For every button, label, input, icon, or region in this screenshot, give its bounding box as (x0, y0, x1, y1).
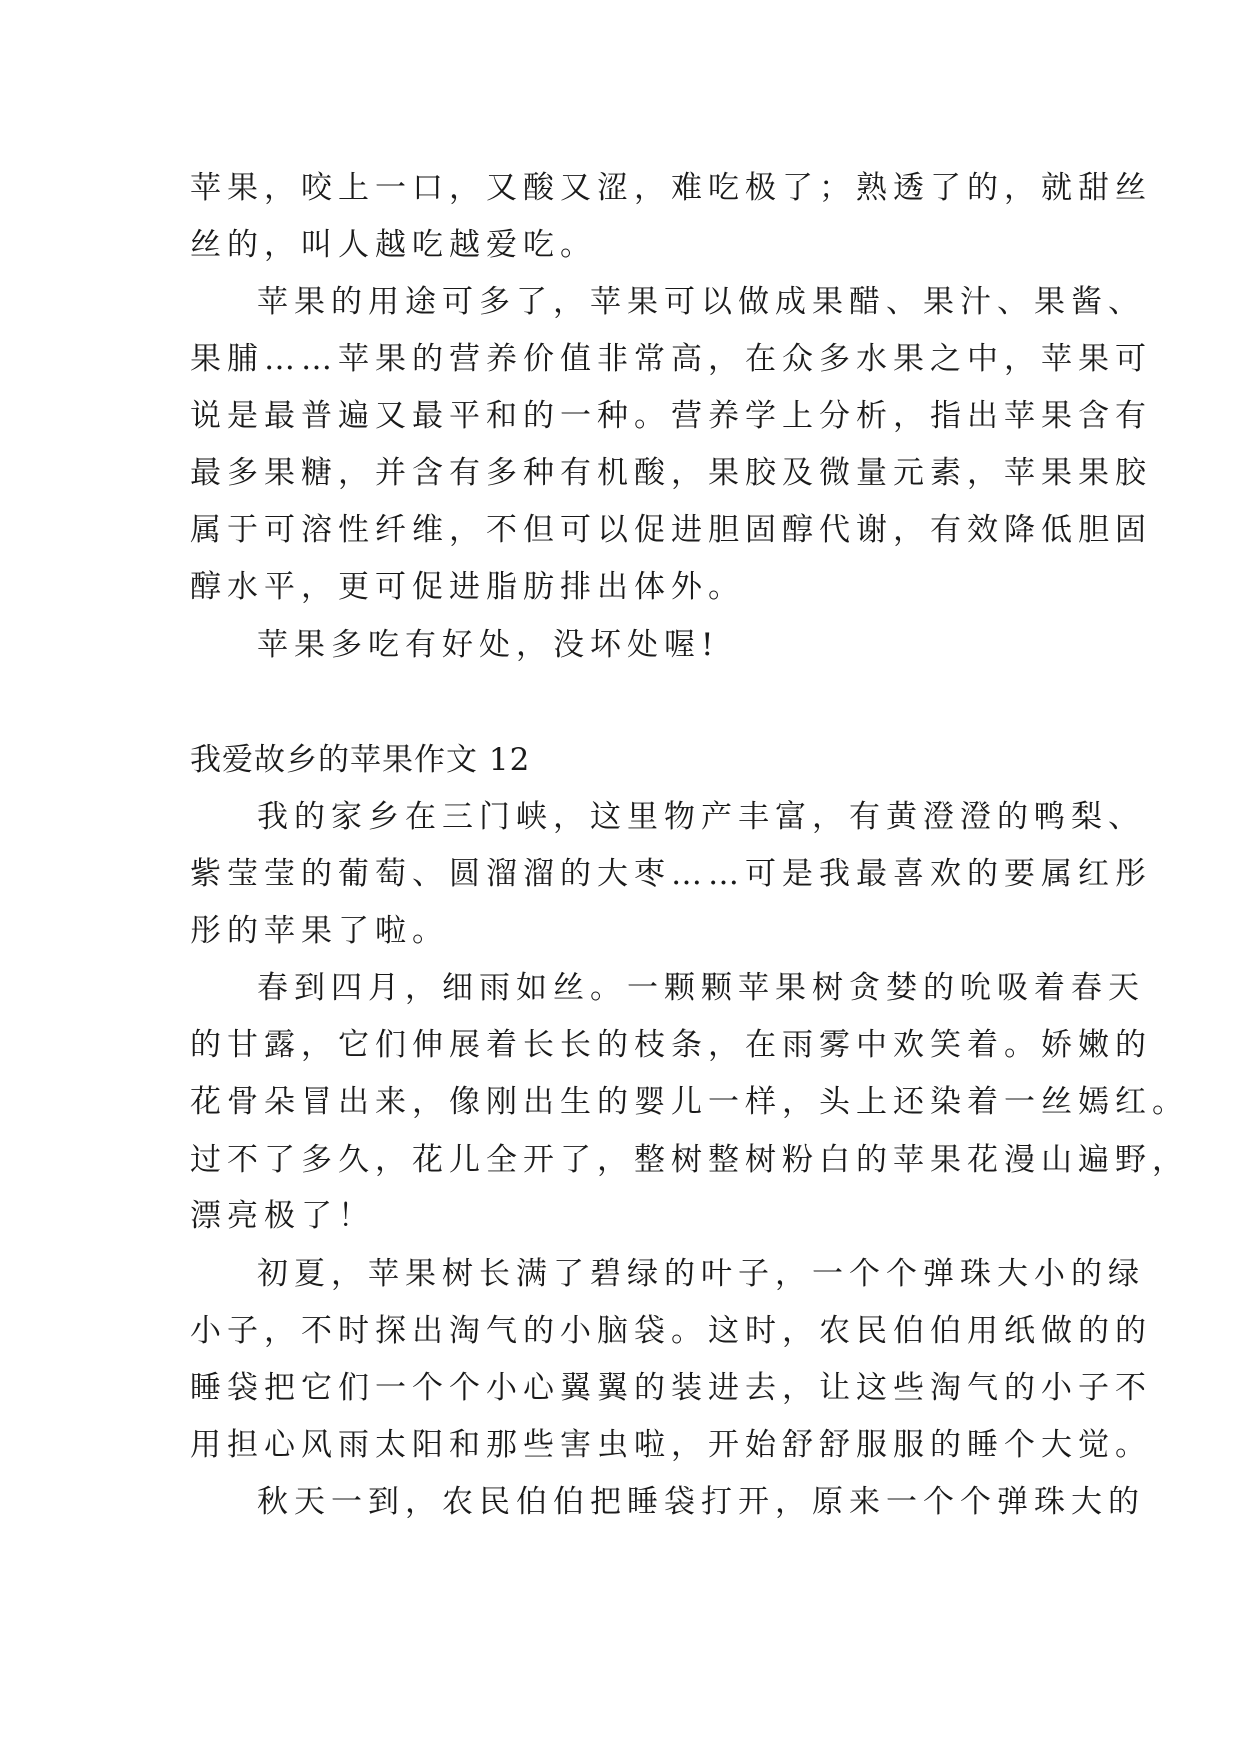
text-line: 苹果，咬上一口，又酸又涩，难吃极了；熟透了的，就甜丝 (190, 170, 1152, 206)
text-line: 漂亮极了！ (190, 1198, 375, 1234)
text-line: 的甘露，它们伸展着长长的枝条，在雨雾中欢笑着。娇嫩的 (190, 1027, 1152, 1063)
paragraph-start: 初夏，苹果树长满了碧绿的叶子，一个个弹珠大小的绿 (257, 1256, 1145, 1292)
text-line: 丝的，叫人越吃越爱吃。 (190, 227, 597, 263)
text-line: 小子，不时探出淘气的小脑袋。这时，农民伯伯用纸做的的 (190, 1313, 1152, 1349)
text-line: 最多果糖，并含有多种有机酸，果胶及微量元素，苹果果胶 (190, 455, 1152, 491)
text-line: 醇水平，更可促进脂肪排出体外。 (190, 569, 745, 605)
section-title: 我爱故乡的苹果作文 12 (190, 742, 531, 778)
text-line: 睡袋把它们一个个小心翼翼的装进去，让这些淘气的小子不 (190, 1370, 1152, 1406)
paragraph-start: 秋天一到，农民伯伯把睡袋打开，原来一个个弹珠大的 (257, 1484, 1145, 1520)
text-line: 用担心风雨太阳和那些害虫啦，开始舒舒服服的睡个大觉。 (190, 1427, 1152, 1463)
paragraph-start: 春到四月，细雨如丝。一颗颗苹果树贪婪的吮吸着春天 (257, 970, 1145, 1006)
paragraph-start: 苹果的用途可多了，苹果可以做成果醋、果汁、果酱、 (257, 284, 1145, 320)
paragraph-start: 苹果多吃有好处，没坏处喔! (257, 627, 720, 663)
text-line: 过不了多久，花儿全开了，整树整树粉白的苹果花漫山遍野， (190, 1142, 1189, 1178)
text-line: 属于可溶性纤维，不但可以促进胆固醇代谢，有效降低胆固 (190, 512, 1152, 548)
paragraph-start: 我的家乡在三门峡，这里物产丰富，有黄澄澄的鸭梨、 (257, 799, 1145, 835)
text-line: 花骨朵冒出来，像刚出生的婴儿一样，头上还染着一丝嫣红。 (190, 1084, 1189, 1120)
text-line: 紫莹莹的葡萄、圆溜溜的大枣……可是我最喜欢的要属红彤 (190, 856, 1152, 892)
text-line: 果脯……苹果的营养价值非常高，在众多水果之中，苹果可 (190, 341, 1152, 377)
text-line: 彤的苹果了啦。 (190, 913, 449, 949)
text-line: 说是最普遍又最平和的一种。营养学上分析，指出苹果含有 (190, 398, 1152, 434)
